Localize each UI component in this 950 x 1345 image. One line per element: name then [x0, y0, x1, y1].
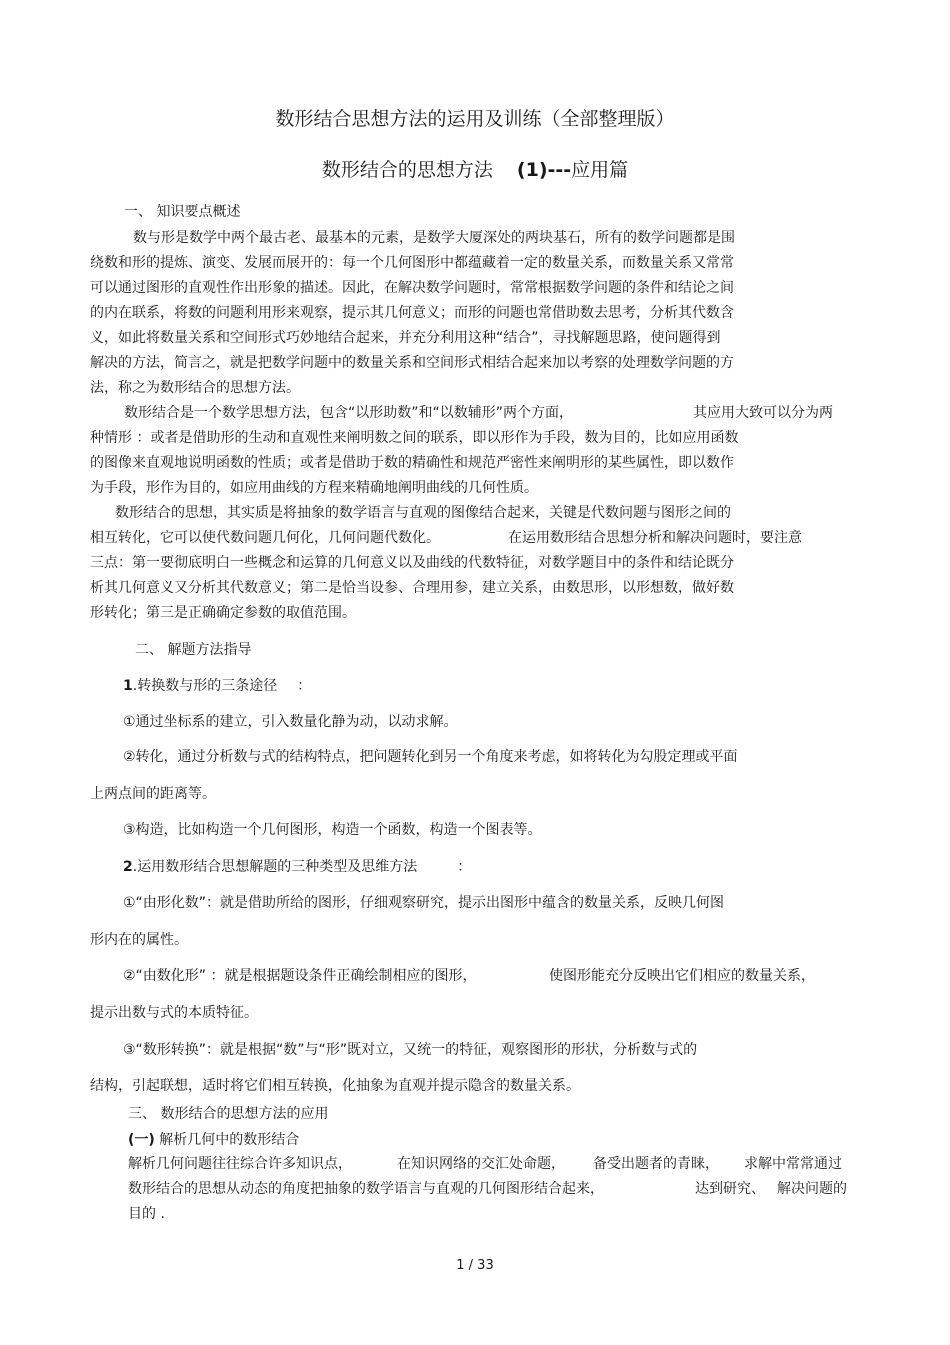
paragraph-line: 解决的方法，简言之，就是把数学问题中的数量关系和空间形式相结合起来加以考察的处理数学问题的方: [90, 355, 734, 371]
paragraph-line-continued: 备受出题者的青睐，: [593, 1156, 719, 1172]
page-number: 1 / 33: [456, 1258, 494, 1273]
item-number: 2: [123, 859, 133, 875]
subsection-heading: [128, 1130, 299, 1150]
subtitle-tail: 应用篇: [571, 159, 629, 181]
list-item-continued: 提示出数与式的本质特征。: [90, 1005, 258, 1021]
list-item-continued: 形内在的属性。: [90, 932, 188, 948]
paragraph-line-continued: 在运用数形结合思想分析和解决问题时，要注意: [508, 530, 802, 546]
paragraph-line: 可以通过图形的直观性作出形象的描述。因此，在解决数学问题时，常常根据数学问题的条件和结论之间: [90, 280, 734, 296]
paragraph-line: 数形结合是一个数学思想方法，包含“以形助数”和“以数辅形”两个方面，: [124, 405, 574, 421]
paragraph-line: 数形结合的思想，其实质是将抽象的数学语言与直观的图像结合起来，关键是代数问题与图形之间的: [115, 505, 731, 521]
paragraph-line-continued: 其应用大致可以分为两: [693, 405, 833, 421]
paragraph-line-continued: 在知识网络的交汇处命题，: [397, 1156, 565, 1172]
list-item-heading: [123, 676, 311, 696]
paragraph-line-continued: 求解中常常通过: [744, 1156, 842, 1172]
section-heading-3: 三、 数形结合的思想方法的应用: [128, 1106, 329, 1122]
list-item-continued: 结构，引起联想，适时将它们相互转换，化抽象为直观并提示隐含的数量关系。: [90, 1078, 580, 1094]
document-subtitle: [0, 157, 950, 183]
paragraph-line: 析其几何意义又分析其代数意义；第二是恰当设参、合理用参，建立关系，由数思形，以形想数，做好数: [90, 580, 734, 596]
list-item-continued: 使图形能充分反映出它们相应的数量关系，: [549, 968, 815, 984]
section-heading-2: 二、 解题方法指导: [135, 642, 252, 658]
item-colon: ：: [457, 859, 472, 875]
paragraph-line: 数与形是数学中两个最古老、最基本的元素，是数学大厦深处的两块基石，所有的数学问题都是围: [133, 230, 735, 246]
list-item: ③“数形转换”：就是根据“数”与“形”既对立，又统一的特征，观察图形的形状，分析数与式的: [123, 1042, 698, 1058]
paragraph-line: 形转化；第三是正确确定参数的取值范围。: [90, 605, 356, 621]
paragraph-line: 绕数和形的提炼、演变、发展而展开的：每一个几何图形中都蕴藏着一定的数量关系，而数量关系又常常: [90, 255, 734, 271]
item-text: .转换数与形的三条途径: [132, 678, 278, 694]
list-item: ①“由形化数”：就是借助所给的图形，仔细观察研究，提示出图形中蕴含的数量关系，反映几何图: [123, 895, 725, 911]
subsection-number: (一): [128, 1132, 155, 1148]
item-colon: ：: [297, 678, 312, 694]
paragraph-line: 解析几何问题往往综合许多知识点，: [128, 1156, 352, 1172]
subtitle-number: (1)---: [516, 159, 572, 181]
paragraph-line: 义，如此将数量关系和空间形式巧妙地结合起来，并充分利用这种“结合”，寻找解题思路，使问题得到: [90, 330, 721, 346]
paragraph-line: 目的 .: [128, 1206, 165, 1222]
subtitle-main: 数形结合的思想方法: [321, 159, 493, 181]
paragraph-line-continued: 解决问题的: [777, 1181, 847, 1197]
list-item-heading: [123, 857, 471, 877]
list-item-continued: 上两点间的距离等。: [90, 786, 216, 802]
item-text: .运用数形结合思想解题的三种类型及思维方法: [132, 859, 418, 875]
paragraph-line-continued: 达到研究、: [695, 1181, 765, 1197]
paragraph-line: 种情形 ：或者是借助形的生动和直观性来阐明数之间的联系，即以形作为手段，数为目的，比如应用函数: [90, 430, 739, 446]
paragraph-line: 为手段，形作为目的，如应用曲线的方程来精确地阐明曲线的几何性质。: [90, 480, 538, 496]
list-item: ③构造，比如构造一个几何图形，构造一个函数，构造一个图表等。: [123, 822, 542, 838]
paragraph-line: 数形结合的思想从动态的角度把抽象的数学语言与直观的几何图形结合起来，: [128, 1181, 604, 1197]
paragraph-line: 的图像来直观地说明函数的性质；或者是借助于数的精确性和规范严密性来阐明形的某些属性，即以数作: [90, 455, 734, 471]
document-title: 数形结合思想方法的运用及训练（全部整理版）: [275, 108, 675, 130]
list-item: ②“由数化形” ：就是根据题设条件正确绘制相应的图形，: [123, 968, 477, 984]
subsection-text: 解析几何中的数形结合: [159, 1132, 300, 1148]
paragraph-line: 的内在联系，将数的问题利用形来观察，提示其几何意义；而形的问题也常借助数去思考，分析其代数含: [90, 305, 734, 321]
section-heading-1: 一、 知识要点概述: [124, 204, 241, 220]
paragraph-line: 三点：第一要彻底明白一些概念和运算的几何意义以及曲线的代数特征，对数学题目中的条件和结论既分: [90, 555, 734, 571]
list-item: ①通过坐标系的建立，引入数量化静为动，以动求解。: [123, 714, 458, 730]
list-item: ②转化，通过分析数与式的结构特点，把问题转化到另一个角度来考虑，如将转化为勾股定理或平面: [123, 749, 738, 765]
item-number: 1: [123, 678, 133, 694]
paragraph-line: 法，称之为数形结合的思想方法。: [90, 380, 300, 396]
paragraph-line: 相互转化，它可以使代数问题几何化，几何问题代数化。: [90, 530, 440, 546]
